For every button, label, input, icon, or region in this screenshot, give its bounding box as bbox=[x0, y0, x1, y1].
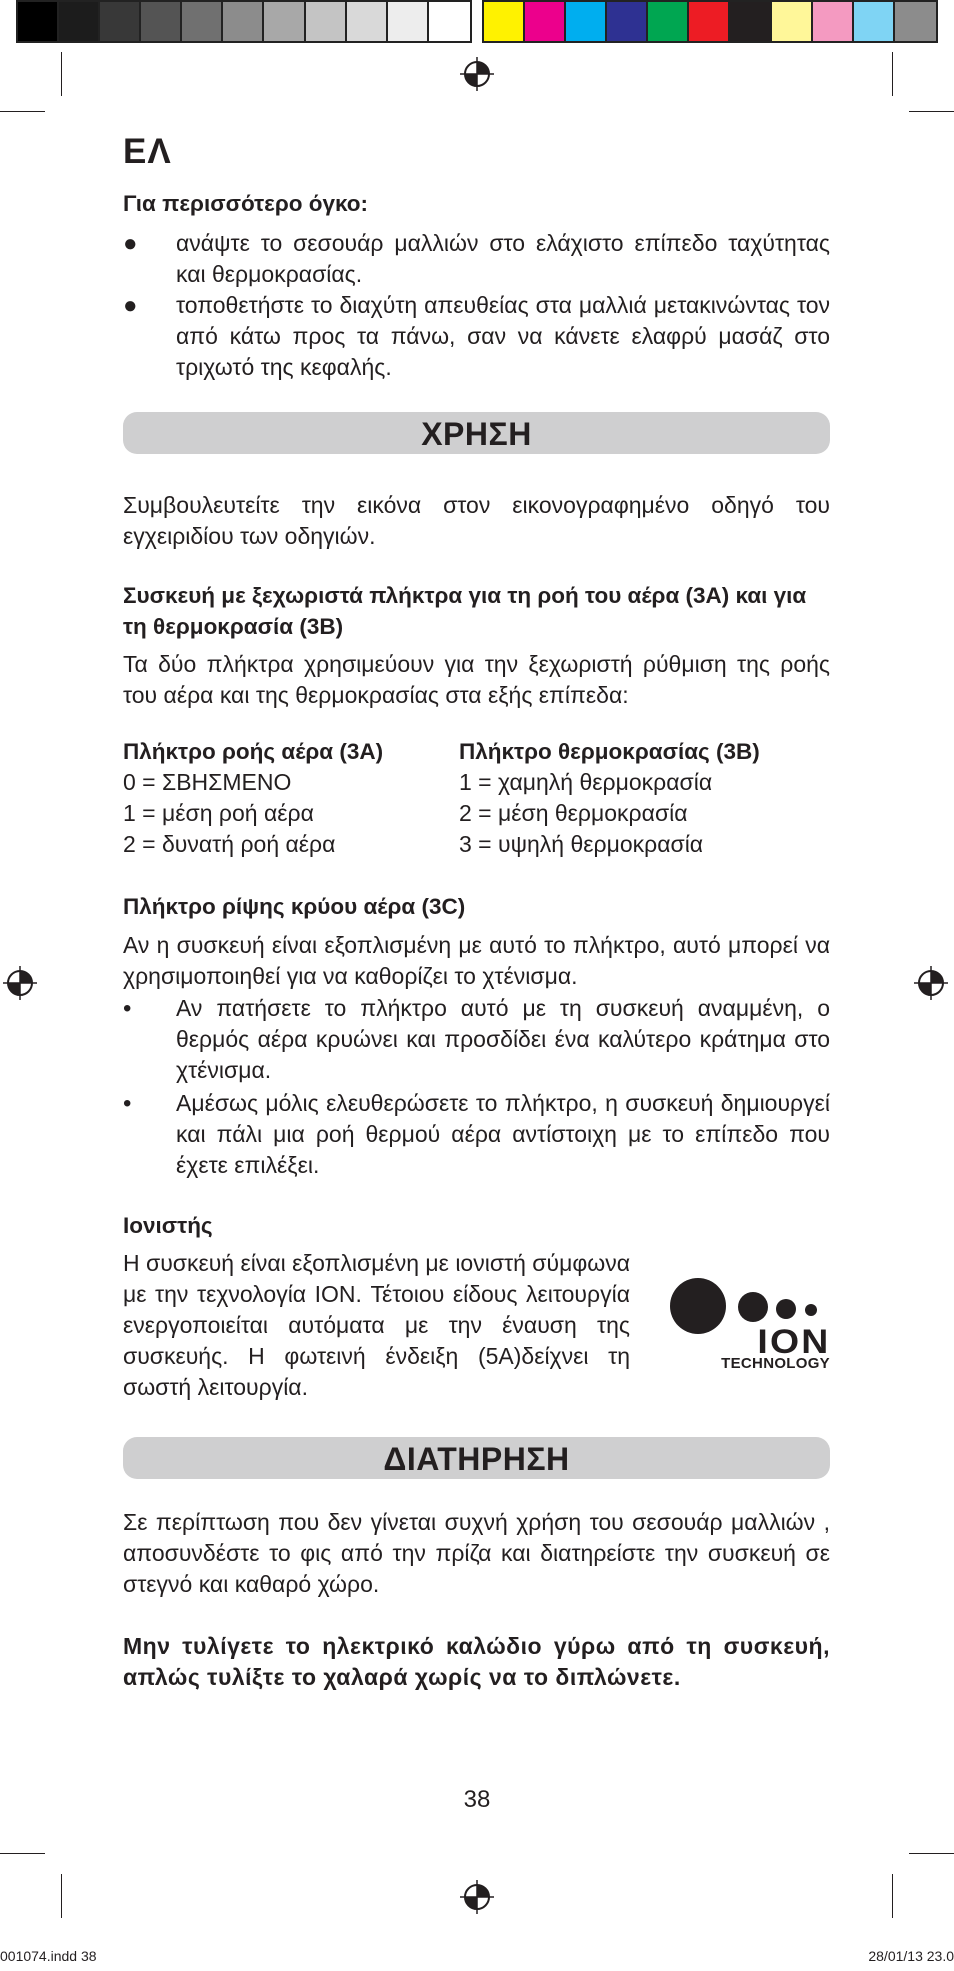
color-swatch bbox=[607, 2, 648, 41]
buttons-heading: Συσκευή με ξεχωριστά πλήκτρα για τη ροή του αέρα (3A) και για τη θερμοκρασία (3B) bbox=[123, 583, 807, 639]
cold-shot-list bbox=[123, 993, 830, 1181]
crop-mark bbox=[61, 1874, 62, 1918]
crop-mark bbox=[892, 52, 893, 96]
color-swatch bbox=[689, 2, 730, 41]
bullet-icon: ● bbox=[123, 292, 138, 319]
cord-warning: Μην τυλίγετε το ηλεκτρικό καλώδιο γύρω από τη συσκευή, απλώς τυλίξτε το χαλαρά χωρίς να το διπλώνετε. bbox=[123, 1633, 830, 1690]
bullet-icon: ● bbox=[123, 230, 138, 257]
color-swatch bbox=[648, 2, 689, 41]
ion-technology-logo bbox=[668, 1276, 833, 1376]
registration-mark-icon bbox=[460, 57, 494, 91]
crop-mark bbox=[0, 1853, 45, 1854]
list-item: • Αμέσως μόλις ελευθερώσετε το πλήκτρο, η συσκευή δημιουργεί και πάλι μια ροή θερμού αέρα αντίστοιχη με το επίπεδο που έχετε επιλέξει. bbox=[123, 1090, 830, 1178]
bullet-icon: • bbox=[123, 1090, 132, 1117]
color-swatch bbox=[854, 2, 895, 41]
page-number: 38 bbox=[463, 1786, 491, 1813]
registration-mark-icon bbox=[3, 966, 37, 1000]
use-intro: Συμβουλευτείτε την εικόνα στον εικονογραφημένο οδηγό του εγχειριδίου των οδηγιών. bbox=[123, 492, 830, 549]
ion-logo-word: ION bbox=[756, 1323, 830, 1361]
color-swatch bbox=[59, 2, 100, 41]
color-swatch bbox=[141, 2, 182, 41]
color-swatch bbox=[306, 2, 347, 41]
crop-mark bbox=[892, 1874, 893, 1918]
ion-logo-subtitle: TECHNOLOGY bbox=[721, 1355, 830, 1372]
process-color-bar bbox=[482, 0, 938, 43]
cold-shot-text: Αν η συσκευή είναι εξοπλισμένη με αυτό το πλήκτρο, αυτό μπορεί να χρησιμοποιηθεί για να καθορίζει το χτένισμα. bbox=[123, 932, 830, 989]
footer-filename: 001074.indd 38 bbox=[0, 1948, 97, 1964]
color-swatch bbox=[566, 2, 607, 41]
use-section-title: ΧΡΗΣΗ bbox=[123, 412, 830, 454]
temperature-header: Πλήκτρο θερμοκρασίας (3B) bbox=[459, 739, 760, 764]
color-swatch bbox=[813, 2, 854, 41]
color-swatch bbox=[772, 2, 813, 41]
list-item: 1 = μέση ροή αέρα bbox=[123, 800, 314, 826]
list-item: ● ανάψτε το σεσουάρ μαλλιών στο ελάχιστο επίπεδο ταχύτητας και θερμοκρασίας. bbox=[123, 230, 830, 287]
color-swatch bbox=[484, 2, 525, 41]
cold-shot-heading: Πλήκτρο ρίψης κρύου αέρα (3C) bbox=[123, 894, 466, 919]
list-item: 2 = δυνατή ροή αέρα bbox=[123, 831, 336, 857]
maintenance-text: Σε περίπτωση που δεν γίνεται συχνή χρήση του σεσουάρ μαλλιών , αποσυνδέστε το φις από την πρίζα και διατηρείστε την συσκευή σε στεγνό και καθαρό χώρο. bbox=[123, 1509, 830, 1597]
crop-mark bbox=[909, 111, 954, 112]
crop-mark bbox=[909, 1853, 954, 1854]
registration-mark-icon bbox=[914, 966, 948, 1000]
color-swatch bbox=[525, 2, 566, 41]
language-code: ΕΛ bbox=[123, 132, 172, 171]
registration-mark-icon bbox=[460, 1880, 494, 1914]
bullet-icon: • bbox=[123, 995, 132, 1022]
list-item: 1 = χαμηλή θερμοκρασία bbox=[459, 769, 713, 795]
ionizer-text: Η συσκευή είναι εξοπλισμένη με ιονιστή σύμφωνα με την τεχνολογία ION. Τέτοιου είδους λειτουργία ενεργοποιείται αυτόματα με την έναυση της συσκευής. Η φωτεινή ένδειξη (5A)δείχνει τη σωστή λειτουργία. bbox=[123, 1250, 630, 1400]
color-swatch bbox=[895, 2, 936, 41]
list-item: 0 = ΣΒΗΣΜΕΝΟ bbox=[123, 769, 292, 795]
crop-mark bbox=[61, 52, 62, 96]
color-swatch bbox=[347, 2, 388, 41]
crop-mark bbox=[0, 111, 45, 112]
color-swatch bbox=[429, 2, 470, 41]
grayscale-color-bar bbox=[16, 0, 472, 43]
temperature-levels bbox=[459, 736, 830, 860]
more-volume-list bbox=[123, 228, 830, 383]
buttons-text: Τα δύο πλήκτρα χρησιμεύουν για την ξεχωριστή ρύθμιση της ροής του αέρα και της θερμοκρασίας στα εξής επίπεδα: bbox=[123, 651, 830, 708]
footer-date: 28/01/13 23.0 bbox=[868, 1948, 954, 1964]
list-item: • Αν πατήσετε το πλήκτρο αυτό με τη συσκευή αναμμένη, ο θερμός αέρα κρυώνει και προσδίδει ένα καλύτερο κράτημα στο χτένισμα. bbox=[123, 995, 830, 1083]
color-swatch bbox=[388, 2, 429, 41]
color-swatch bbox=[182, 2, 223, 41]
list-item: 3 = υψηλή θερμοκρασία bbox=[459, 831, 704, 857]
more-volume-heading: Για περισσότερο όγκο: bbox=[123, 191, 369, 216]
ionizer-heading: Ιονιστής bbox=[123, 1213, 213, 1238]
color-swatch bbox=[223, 2, 264, 41]
list-item: ● τοποθετήστε το διαχύτη απευθείας στα μαλλιά μετακινώντας τον από κάτω προς τα πάνω, σαν να κάνετε ελαφρύ μασάζ στο τριχωτό της κεφαλής. bbox=[123, 292, 830, 380]
maintenance-section-title: ΔΙΑΤΗΡΗΣΗ bbox=[123, 1437, 830, 1479]
color-swatch bbox=[100, 2, 141, 41]
airflow-header: Πλήκτρο ροής αέρα (3A) bbox=[123, 739, 384, 764]
list-item: 2 = μέση θερμοκρασία bbox=[459, 800, 688, 826]
color-swatch bbox=[18, 2, 59, 41]
color-swatch bbox=[730, 2, 771, 41]
airflow-levels bbox=[123, 736, 453, 860]
color-swatch bbox=[264, 2, 305, 41]
